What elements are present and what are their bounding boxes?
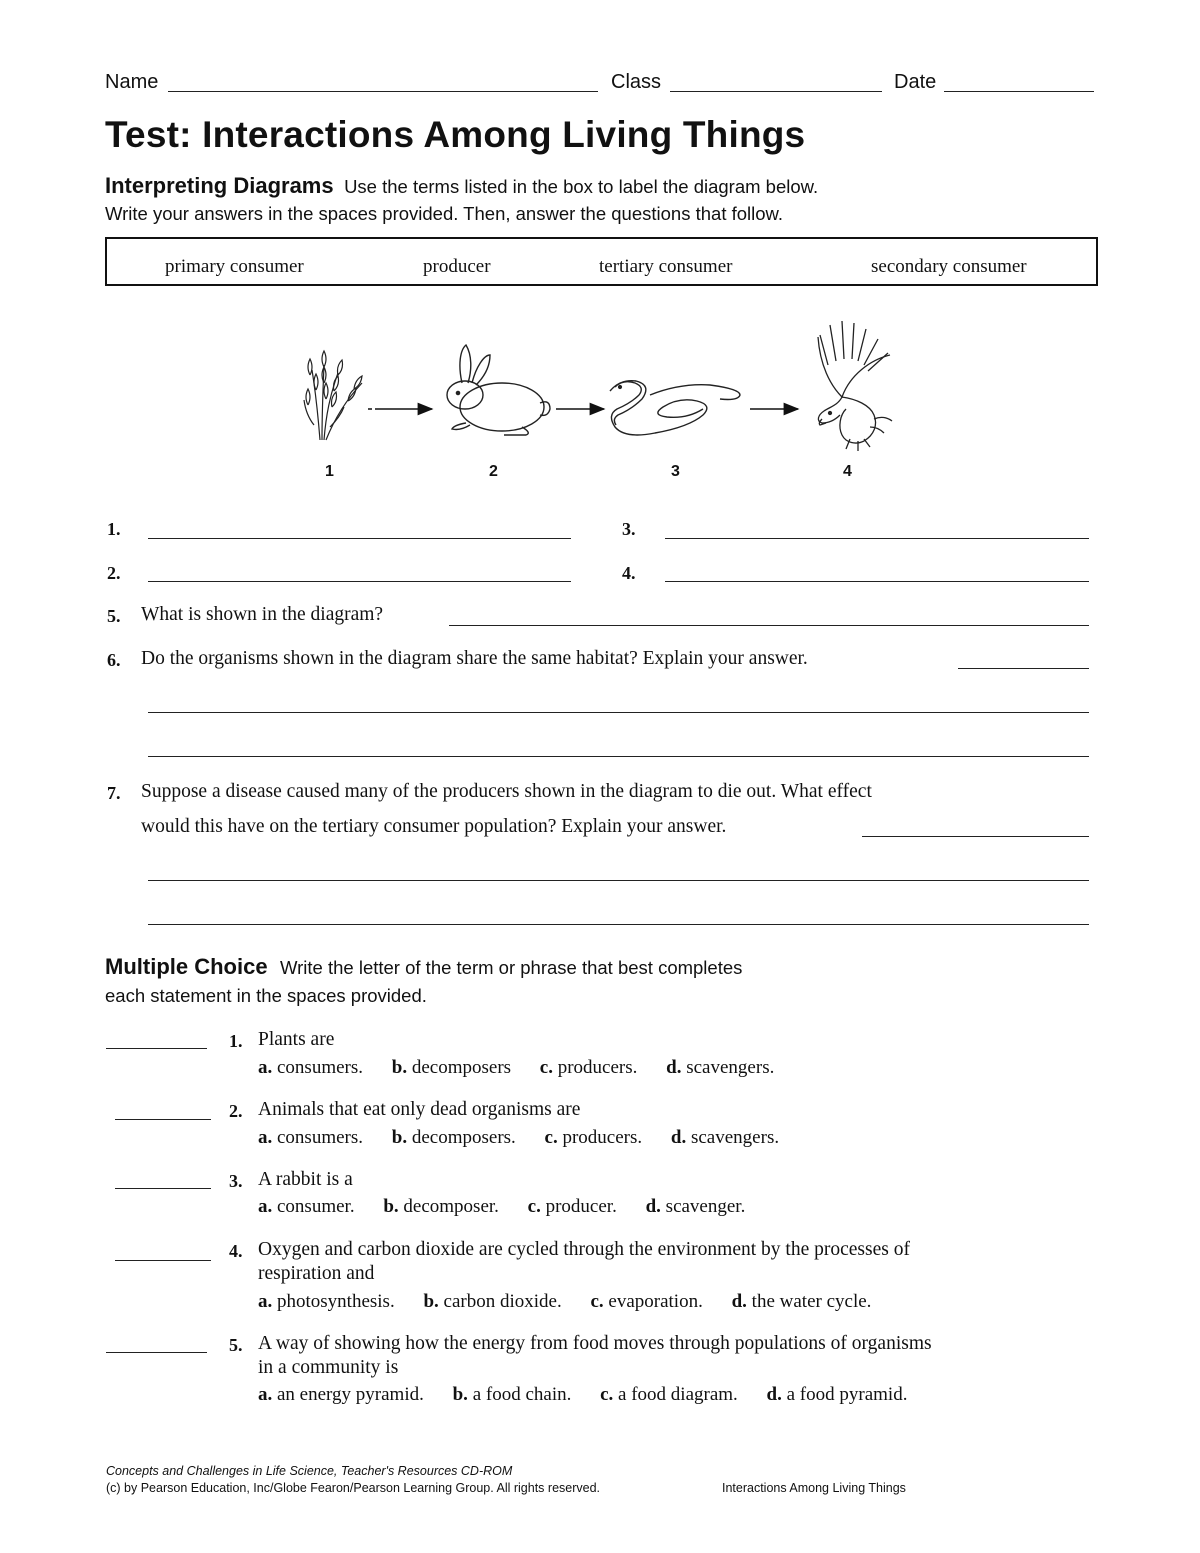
class-label: Class: [611, 71, 662, 93]
blank-label-2: 2.: [107, 563, 121, 583]
food-chain-diagram: [290, 315, 920, 460]
mc-2-number: 2.: [229, 1101, 243, 1121]
multiple-choice-instruction-2: each statement in the spaces provided.: [105, 985, 427, 1006]
mc-1-number: 1.: [229, 1031, 243, 1051]
wheat-icon: [304, 351, 362, 440]
mc-5-option-a[interactable]: a. an energy pyramid.: [258, 1384, 424, 1405]
interpreting-instruction-2: Write your answers in the spaces provided. Then, answer the questions that follow.: [105, 203, 784, 224]
mc-5-stem-line-1: A way of showing how the energy from food moves through populations of organisms: [258, 1333, 932, 1354]
question-6-answer-line-3[interactable]: [148, 756, 1089, 757]
snake-icon: [610, 381, 740, 435]
mc-1-option-c[interactable]: c. producers.: [539, 1057, 638, 1078]
page-title: Test: Interactions Among Living Things: [105, 114, 806, 155]
diagram-number-4: 4: [843, 463, 852, 480]
mc-3-option-d[interactable]: d. scavenger.: [645, 1196, 746, 1217]
interpreting-instructions: [105, 173, 818, 199]
term-secondary-consumer: secondary consumer: [871, 256, 1027, 277]
mc-2-option-b[interactable]: b. decomposers.: [391, 1127, 516, 1148]
multiple-choice-heading: Multiple Choice: [105, 954, 268, 979]
mc-2-option-d[interactable]: d. scavengers.: [670, 1127, 780, 1148]
question-7-text-line-1: Suppose a disease caused many of the producers shown in the diagram to die out. What effect: [141, 781, 872, 802]
diagram-number-1: 1: [325, 463, 334, 480]
name-label: Name: [105, 71, 159, 93]
question-5-number: 5.: [107, 606, 121, 626]
mc-4-option-c[interactable]: c. evaporation.: [590, 1291, 703, 1312]
mc-4-stem-line-2: respiration and: [258, 1263, 375, 1284]
multiple-choice-instructions: [105, 954, 742, 980]
blank-answer-3[interactable]: [665, 538, 1089, 539]
mc-5-number: 5.: [229, 1335, 243, 1355]
mc-3-option-b[interactable]: b. decomposer.: [383, 1196, 499, 1217]
mc-4-number: 4.: [229, 1241, 243, 1261]
mc-1-option-a[interactable]: a. consumers.: [258, 1057, 364, 1078]
mc-4-option-a[interactable]: a. photosynthesis.: [258, 1291, 395, 1312]
mc-5-answer-blank[interactable]: [106, 1352, 207, 1353]
mc-2-stem: Animals that eat only dead organisms are: [258, 1099, 581, 1120]
mc-4-option-d[interactable]: d. the water cycle.: [731, 1291, 872, 1312]
footer-copyright: (c) by Pearson Education, Inc/Globe Fearon/Pearson Learning Group. All rights reserved.: [106, 1481, 601, 1495]
blank-answer-4[interactable]: [665, 581, 1089, 582]
mc-5-stem-line-2: in a community is: [258, 1357, 399, 1378]
mc-3-option-c[interactable]: c. producer.: [527, 1196, 617, 1217]
mc-3-stem: A rabbit is a: [258, 1169, 353, 1190]
question-6-answer-line-1[interactable]: [958, 668, 1089, 669]
date-label: Date: [894, 71, 937, 93]
mc-3-option-a[interactable]: a. consumer.: [258, 1196, 355, 1217]
mc-5-options: [258, 1384, 907, 1406]
mc-5-option-b[interactable]: b. a food chain.: [452, 1384, 572, 1405]
mc-3-number: 3.: [229, 1171, 243, 1191]
mc-4-answer-blank[interactable]: [115, 1260, 211, 1261]
class-field[interactable]: [670, 91, 882, 92]
diagram-number-2: 2: [489, 463, 498, 480]
mc-1-answer-blank[interactable]: [106, 1048, 207, 1049]
footer-source: Concepts and Challenges in Life Science, Teacher's Resources CD-ROM: [106, 1464, 513, 1478]
blank-answer-1[interactable]: [148, 538, 571, 539]
footer-page-title: Interactions Among Living Things: [722, 1481, 906, 1495]
question-6-answer-line-2[interactable]: [148, 712, 1089, 713]
mc-4-options: [258, 1291, 871, 1313]
term-primary-consumer: primary consumer: [165, 256, 304, 277]
rabbit-icon: [447, 345, 550, 435]
mc-1-option-d[interactable]: d. scavengers.: [666, 1057, 775, 1078]
mc-2-answer-blank[interactable]: [115, 1119, 211, 1120]
mc-2-options: [258, 1127, 779, 1149]
mc-4-stem-line-1: Oxygen and carbon dioxide are cycled through the environment by the processes of: [258, 1239, 910, 1260]
mc-5-option-d[interactable]: d. a food pyramid.: [766, 1384, 908, 1405]
question-7-answer-line-2[interactable]: [148, 880, 1089, 881]
hawk-icon: [818, 321, 892, 451]
diagram-number-3: 3: [671, 463, 680, 480]
question-6-text: Do the organisms shown in the diagram share the same habitat? Explain your answer.: [141, 648, 808, 669]
mc-3-answer-blank[interactable]: [115, 1188, 211, 1189]
mc-3-options: [258, 1196, 745, 1218]
question-5-answer[interactable]: [449, 625, 1089, 626]
mc-4-option-b[interactable]: b. carbon dioxide.: [423, 1291, 562, 1312]
mc-2-option-a[interactable]: a. consumers.: [258, 1127, 364, 1148]
blank-label-3: 3.: [622, 519, 636, 539]
name-field[interactable]: [168, 91, 598, 92]
date-field[interactable]: [944, 91, 1094, 92]
term-tertiary-consumer: tertiary consumer: [599, 256, 733, 277]
term-producer: producer: [423, 256, 491, 277]
multiple-choice-instruction-1: Write the letter of the term or phrase that best completes: [280, 957, 743, 978]
question-7-number: 7.: [107, 783, 121, 803]
question-6-number: 6.: [107, 650, 121, 670]
mc-2-option-c[interactable]: c. producers.: [544, 1127, 643, 1148]
interpreting-instruction-1: Use the terms listed in the box to label the diagram below.: [344, 176, 819, 197]
blank-answer-2[interactable]: [148, 581, 571, 582]
mc-1-options: [258, 1057, 774, 1079]
question-5-text: What is shown in the diagram?: [141, 604, 384, 625]
interpreting-heading: Interpreting Diagrams: [105, 173, 334, 198]
mc-1-stem: Plants are: [258, 1029, 335, 1050]
question-7-text-line-2: would this have on the tertiary consumer population? Explain your answer.: [141, 816, 727, 837]
mc-1-option-b[interactable]: b. decomposers: [391, 1057, 512, 1078]
question-7-answer-line-1[interactable]: [862, 836, 1089, 837]
blank-label-1: 1.: [107, 519, 121, 539]
mc-5-option-c[interactable]: c. a food diagram.: [600, 1384, 738, 1405]
question-7-answer-line-3[interactable]: [148, 924, 1089, 925]
blank-label-4: 4.: [622, 563, 636, 583]
